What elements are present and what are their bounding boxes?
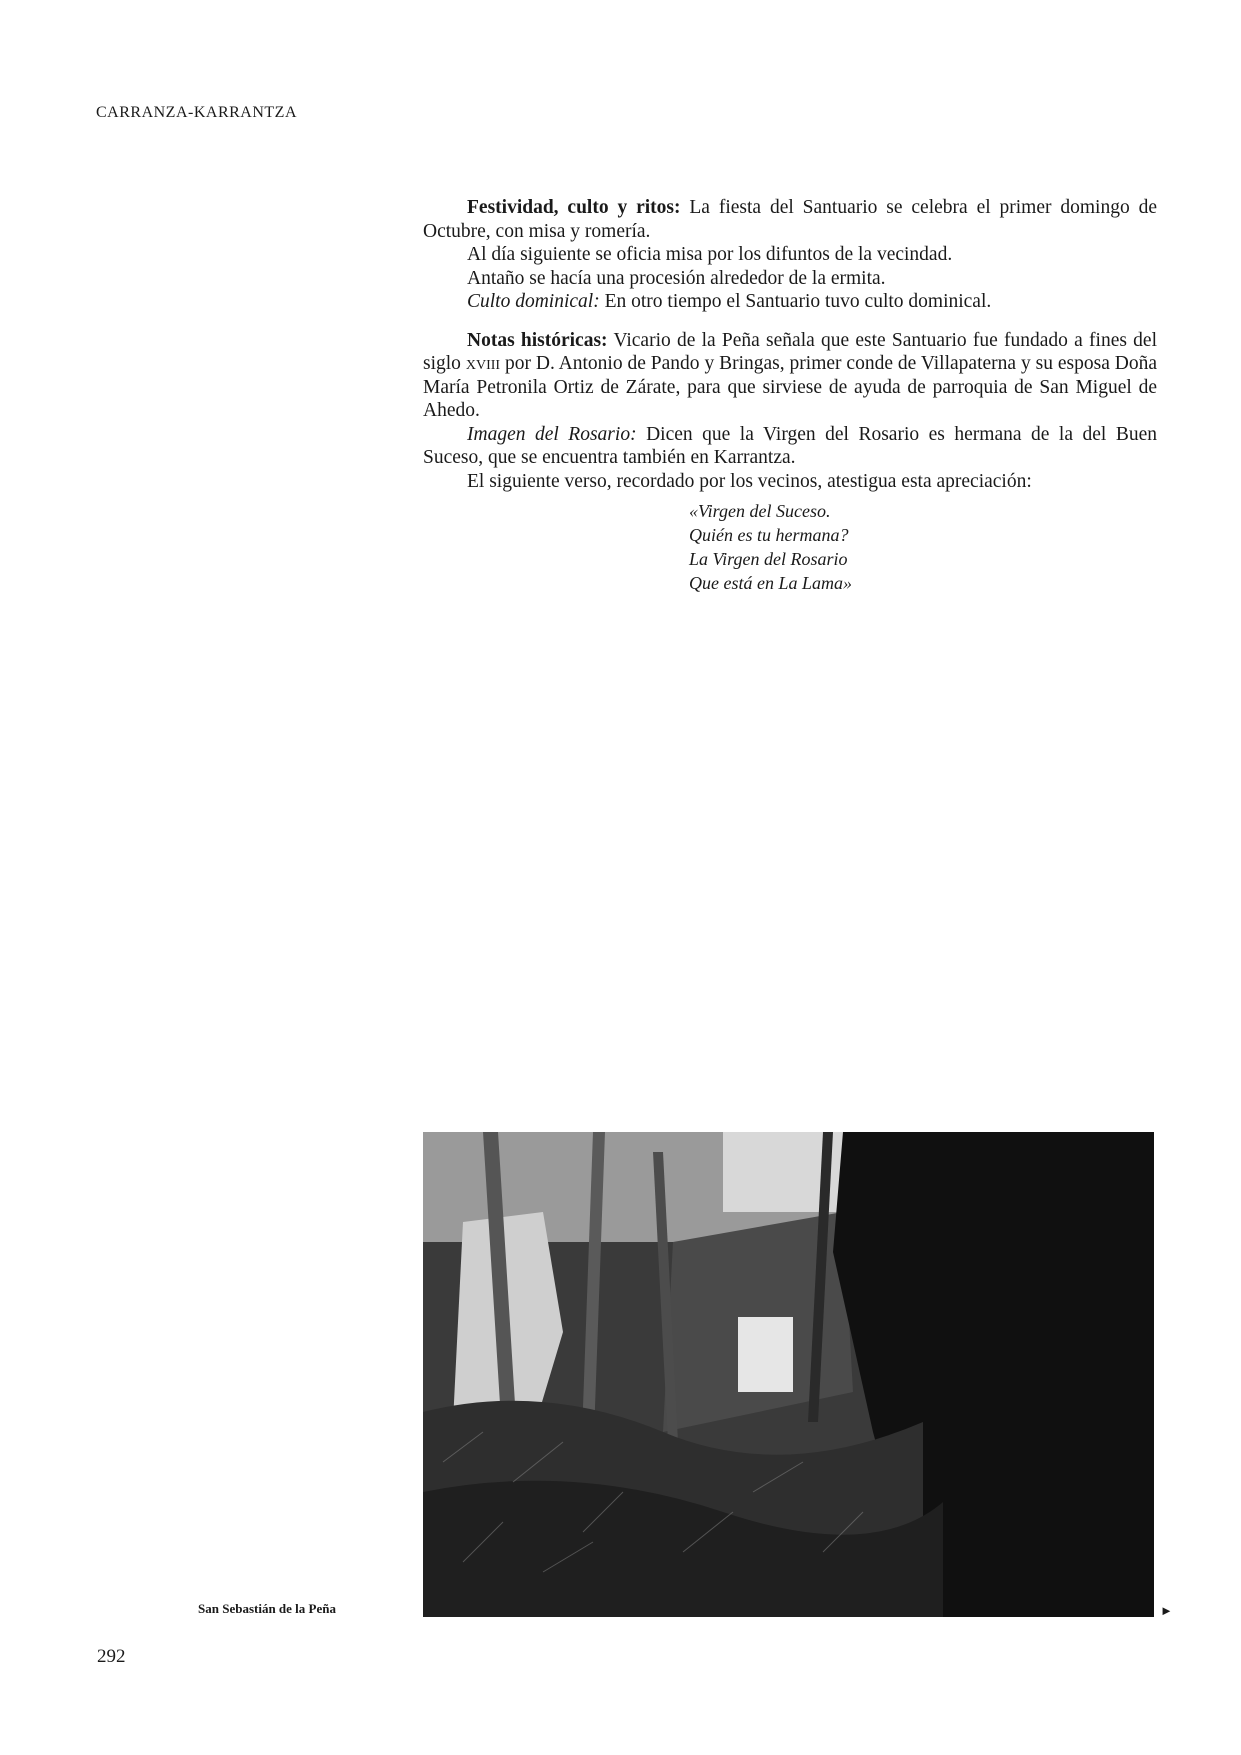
verse-line: Quién es tu hermana? (689, 525, 849, 545)
photo-ruined-hermitage (423, 1132, 1154, 1617)
notas-text-b: por D. Antonio de Pando y Bringas, primer conde de Villapaterna y su esposa Doña María Petronila Ortiz de Zárate, para que sirviese de ayuda de parroquia de San Miguel de Ahedo. (423, 353, 1157, 421)
main-text-column (423, 196, 1157, 595)
culto-label: Culto dominical: (467, 291, 600, 312)
paragraph-festividad (423, 196, 1157, 243)
imagen-label: Imagen del Rosario: (467, 423, 637, 445)
page-number: 292 (97, 1646, 126, 1667)
festividad-text: La fiesta del Santuario se celebra el primer domingo de Octubre, con misa y romería. (423, 197, 1158, 242)
culto-text: En otro tiempo el Santuario tuvo culto dominical. (599, 291, 992, 312)
paragraph-verso-intro: El siguiente verso, recordado por los vecinos, atestigua esta apreciación: (467, 470, 1032, 492)
photo-illustration (423, 1132, 1154, 1617)
paragraph-misa-difuntos: Al día siguiente se oficia misa por los difuntos de la vecindad. (467, 244, 953, 265)
imagen-text: Dicen que la Virgen del Rosario es hermana de la del Buen Suceso, que se encuentra también en Karrantza. (423, 423, 1157, 468)
paragraph-imagen (423, 423, 1157, 470)
paragraph-procesion: Antaño se hacía una procesión alrededor de la ermita. (467, 267, 886, 289)
paragraph-notas (423, 329, 1157, 423)
running-head: CARRANZA-KARRANTZA (96, 104, 297, 121)
heading-festividad: Festividad, culto y ritos: (467, 197, 681, 218)
verse-line: Que está en La Lama» (689, 573, 852, 593)
verse-line: «Virgen del Suceso. (689, 501, 831, 521)
verse-block (689, 499, 1157, 595)
heading-notas: Notas históricas: (467, 329, 608, 351)
continue-arrow-icon: ► (1160, 1603, 1173, 1618)
photo-caption: San Sebastián de la Peña (198, 1601, 336, 1616)
notas-text-a: Vicario de la Peña señala que este Santuario fue fundado a fines del siglo (423, 329, 1157, 374)
paragraph-culto-dominical (423, 290, 1157, 314)
verse-line: La Virgen del Rosario (689, 549, 848, 569)
century-numeral: xviii (465, 353, 501, 374)
